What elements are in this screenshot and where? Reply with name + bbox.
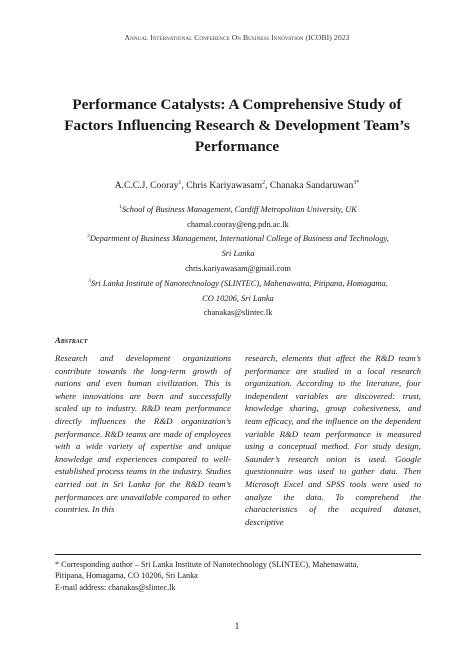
abstract-left-column: Research and development organizations contribute towards the long-term growth of nations and even human civilization. This is where innovations are born and successfully scaled up to industry. R&D team performance directly influences the R&D organization’s performance. R&D teams are made of employees with a wide variety of expertise and unique knowledge and experiences compared to well-established process teams in the industry. Studies carried out in Sri Lanka for the R&D team’s performances are unavailable compared to other countries. In this (55, 353, 231, 515)
email-link-3[interactable]: chanakas@slintec.lk (203, 308, 273, 317)
affiliation-1 (48, 200, 428, 217)
email-link-2[interactable]: chris.kariyawasam@gmail.com (185, 264, 291, 273)
affiliation-text: School of Business Management, Cardiff Metropolitan University, UK (121, 204, 357, 214)
author-list: A.C.C.J. Cooray$^1$, Chris Kariyawasam$^2$, Chanaka Sandaruwan$^{3*}$ (114, 180, 360, 192)
footnote-line: Pitipana, Homagama, CO 10206, Sri Lanka (55, 571, 198, 581)
abstract-right-column: research, elements that affect the R&D team’s performance are studied in a local research organization. According to the literature, four independent variables are discovered: trust, knowledge sharing, group cohesiveness, and team efficacy, and the influence on the dependent variable R&D team performance is measured using a conceptual method. For study design, Saunder’s research onion is used. Google questionnaire was used to gather data. Then Microsoft Excel and SPSS tools were used to analyze the data. To comprehend the characteristics of the acquired dataset, descriptive (245, 353, 421, 527)
title-line-3: Performance (194, 138, 280, 155)
title-line-2: Factors Influencing Research & Development Team’s (64, 117, 410, 134)
affiliation-text-line2: CO 10206, Sri Lanka (202, 294, 274, 304)
email-link-1[interactable]: chamal.cooray@eng.pdn.ac.lk (187, 220, 289, 229)
affiliation-mark: 2 (87, 233, 90, 239)
affiliation-text-line2: Sri Lanka (221, 249, 255, 259)
paper-title (40, 94, 434, 157)
affiliation-3 (48, 274, 428, 307)
running-header: Annual International Conference On Business Innovation (ICOBI) 2023 (124, 33, 350, 42)
affiliation-mark: 3 (88, 278, 91, 284)
footnote-line: * Corresponding author – Sri Lanka Institute of Nanotechnology (SLINTEC), Mahenawatta, (55, 560, 359, 569)
abstract-heading: Abstract (55, 335, 88, 345)
affiliation-2 (48, 229, 428, 262)
footnote-line: E-mail address: chanakas@slintec.lk (55, 582, 176, 592)
affiliation-text: Sri Lanka Institute of Nanotechnology (SLINTEC), Mahenawatta, Pitipana, Homagama, (90, 278, 388, 288)
footnote (55, 559, 425, 593)
author-mark: 1 (178, 180, 182, 186)
author-mark: 2 (262, 180, 266, 186)
affiliation-text: Department of Business Management, International College of Business and Technology, (89, 233, 389, 243)
title-line-1: Performance Catalysts: A Comprehensive Study of (72, 96, 402, 113)
author-name: Chanaka Sandaruwan (269, 180, 354, 192)
footnote-divider (55, 554, 421, 555)
page-number: 1 (234, 622, 240, 632)
affiliation-mark: 1 (119, 204, 122, 210)
author-name: Chris Kariyawasam (186, 180, 263, 192)
author-name: A.C.C.J. Cooray (114, 180, 179, 192)
author-mark: 3* (353, 180, 360, 186)
